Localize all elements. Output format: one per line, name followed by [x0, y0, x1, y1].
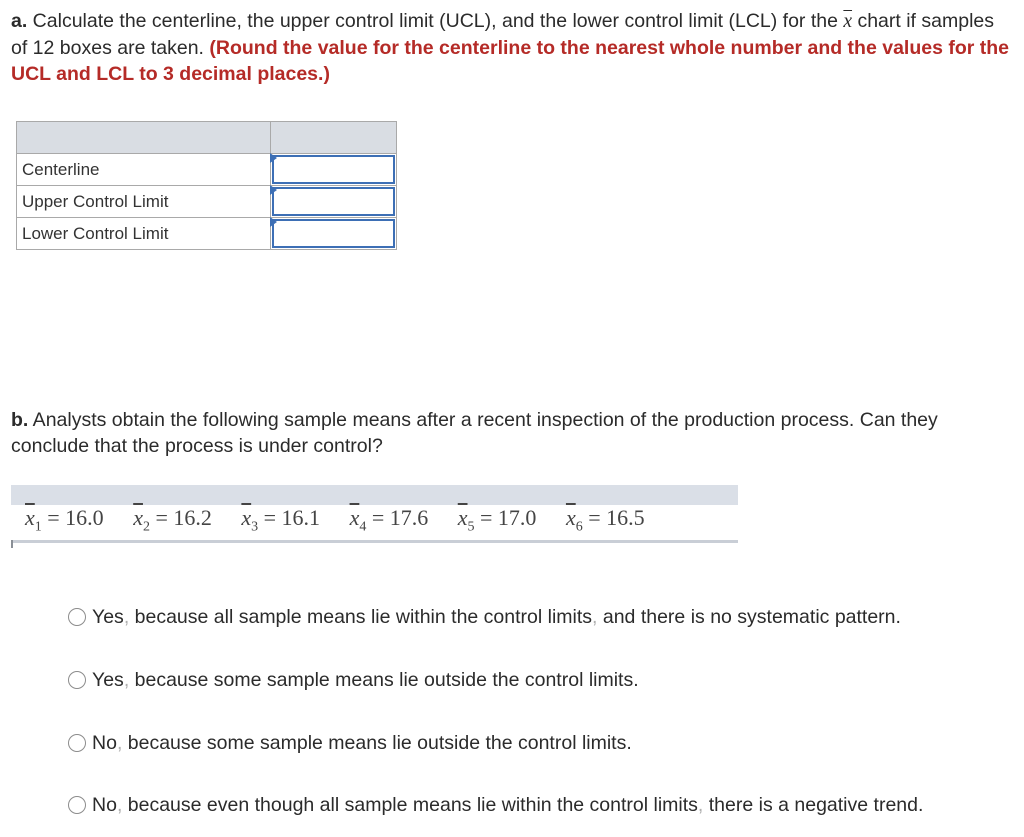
centerline-input[interactable]: [272, 155, 395, 184]
lcl-label: Lower Control Limit: [17, 218, 271, 250]
ucl-input[interactable]: [272, 187, 395, 216]
sample-means-row: [25, 505, 669, 535]
ucl-cell: [271, 186, 397, 218]
table-row: [17, 154, 397, 186]
flag-icon: [270, 217, 277, 227]
part-a-label: a.: [11, 10, 28, 32]
xbar-symbol: $\overline{x}$: [843, 11, 853, 32]
sample-mean-5: $\overline{x}_5 = 17.0$: [457, 505, 537, 535]
table-row: [17, 218, 397, 250]
lcl-input[interactable]: [272, 219, 395, 248]
option-2[interactable]: Yes, because some sample means lie outside the control limits.: [68, 667, 1008, 693]
part-a-text-2: chart if samples of 12 boxes are taken.: [11, 10, 994, 59]
radio-icon[interactable]: [68, 734, 86, 752]
radio-icon[interactable]: [68, 608, 86, 626]
means-divider-tick: [11, 540, 13, 548]
sample-mean-3: $\overline{x}_3 = 16.1$: [241, 505, 321, 535]
option-4[interactable]: No, because even though all sample means lie within the control limits, there is a negative trend.: [68, 792, 1008, 818]
table-header-row: [17, 122, 397, 154]
sample-mean-1: $\overline{x}_1 = 16.0$: [25, 505, 104, 535]
option-3[interactable]: No, because some sample means lie outside the control limits.: [68, 730, 1008, 756]
rounding-instruction: (Round the value for the centerline to the nearest whole number and the values for the UCL and LCL to 3 decimal places.): [11, 37, 1010, 85]
part-b-question: [11, 407, 1011, 459]
part-a-text: Calculate the centerline, the upper control limit (UCL), and the lower control limit (LCL) for the: [27, 10, 844, 32]
means-divider: [11, 540, 738, 543]
radio-icon[interactable]: [68, 671, 86, 689]
sample-mean-4: $\overline{x}_4 = 17.6$: [349, 505, 429, 535]
table-row: [17, 186, 397, 218]
sample-mean-2: $\overline{x}_2 = 16.2$: [133, 505, 212, 535]
flag-icon: [270, 185, 277, 195]
centerline-label: Centerline: [17, 154, 271, 186]
table-header-cell: [17, 122, 271, 154]
part-b-text: Analysts obtain the following sample means after a recent inspection of the production process. Can they conclude that the process is under control?: [11, 409, 938, 457]
sample-mean-6: $\overline{x}_6 = 16.5$: [565, 505, 645, 535]
ucl-label: Upper Control Limit: [17, 186, 271, 218]
flag-icon: [270, 153, 277, 163]
lcl-cell: [271, 218, 397, 250]
part-b-label: b.: [11, 409, 29, 431]
centerline-cell: [271, 154, 397, 186]
means-header-bar: [11, 485, 738, 505]
control-limits-table: [16, 121, 397, 250]
radio-icon[interactable]: [68, 796, 86, 814]
part-a-question: [11, 8, 1011, 87]
option-1[interactable]: Yes, because all sample means lie within the control limits, and there is no systematic pattern.: [68, 604, 1008, 630]
table-header-cell: [271, 122, 397, 154]
